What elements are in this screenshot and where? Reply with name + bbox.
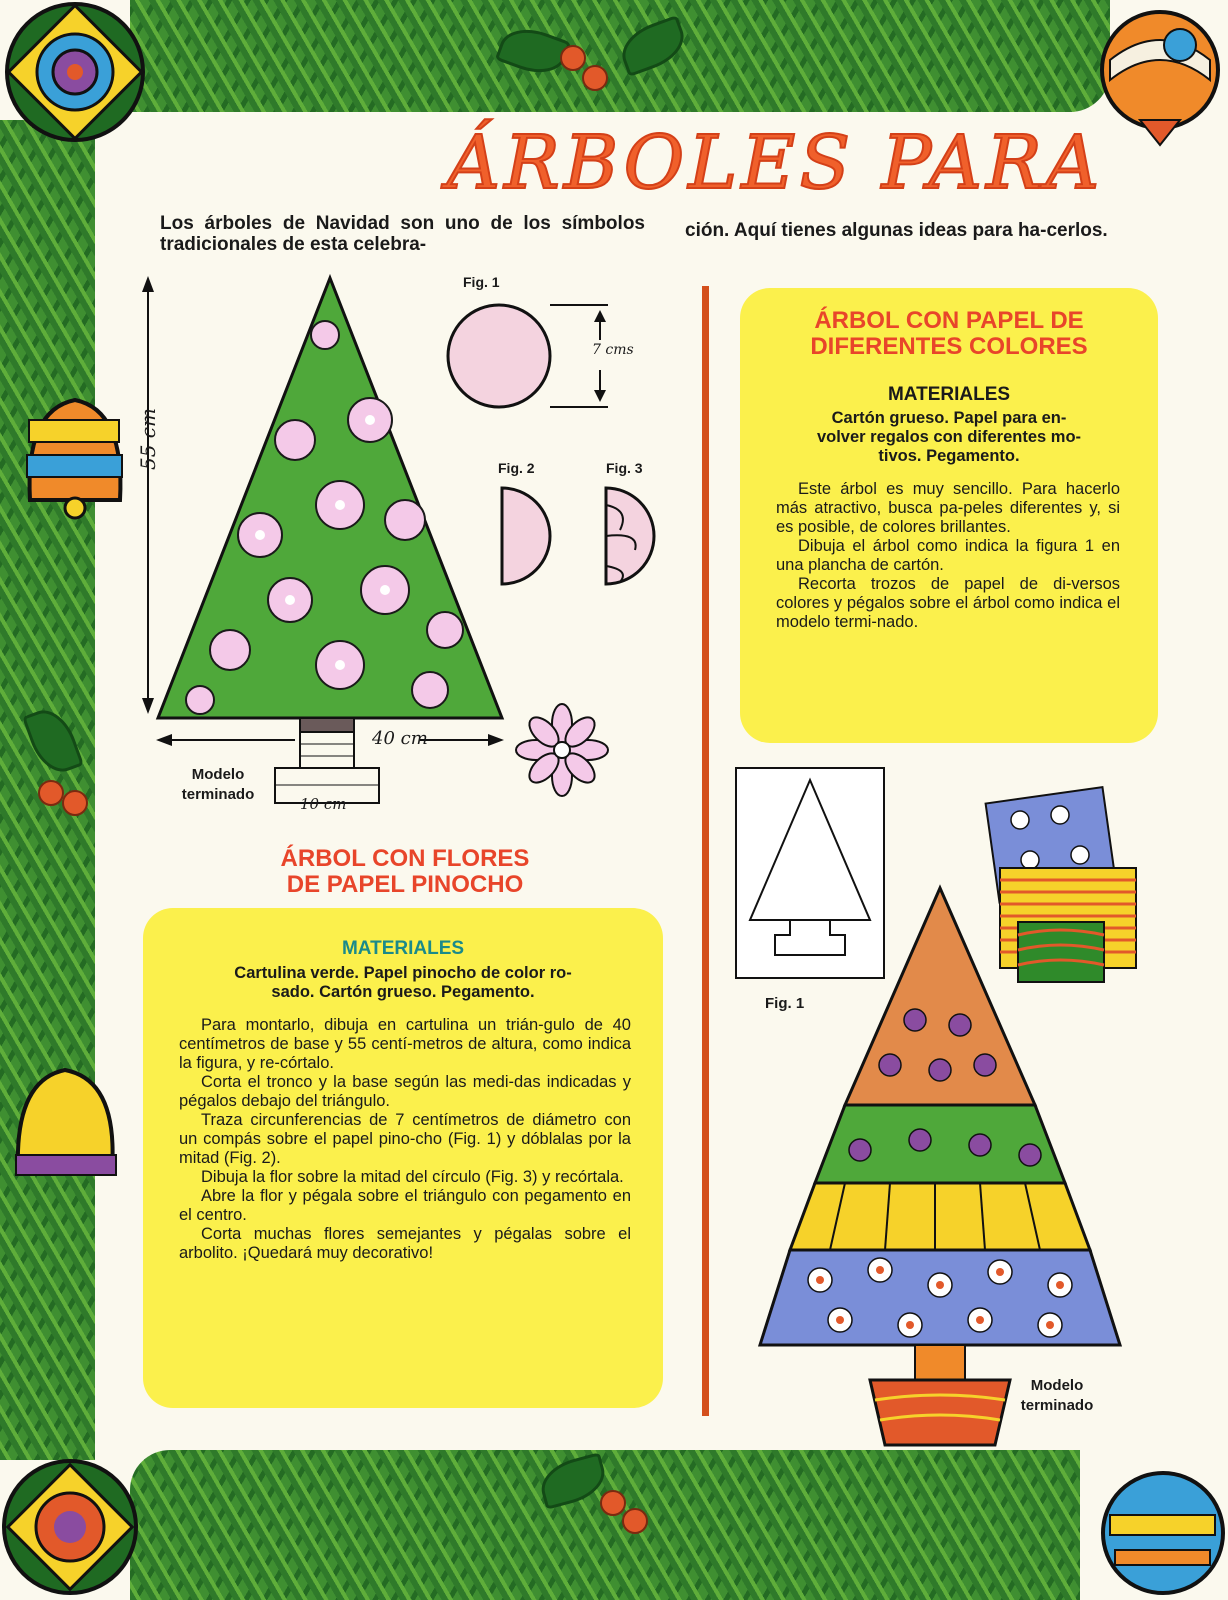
fig1-label: Fig. 1: [463, 274, 500, 290]
width-label: 40 cm: [372, 728, 428, 749]
column-divider: [702, 286, 709, 1416]
section2-title-line2: DIFERENTES COLORES: [810, 333, 1088, 360]
section2-materials-title: MATERIALES: [887, 384, 1011, 405]
model-label-right-2: terminado: [1020, 1397, 1094, 1414]
section1-materials-line2: sado. Cartón grueso. Pegamento.: [271, 983, 535, 1001]
bell-ornament-lower-icon: [0, 1060, 135, 1190]
holly-berry-icon: [62, 790, 88, 816]
ball-ornament-bottom-right-icon: [1085, 1455, 1228, 1600]
garland-bottom-border: [130, 1450, 1080, 1600]
page-title: ÁRBOLES PARA: [446, 120, 1104, 206]
section2-materials-line1: Cartón grueso. Papel para en-: [831, 409, 1067, 427]
paper-tree-diagram: [730, 760, 1170, 1450]
model-label-left-1: Modelo: [191, 766, 245, 783]
intro-text-col1: Los árboles de Navidad son uno de los símbolos tradicionales de esta celebra-: [160, 213, 645, 255]
fig2-label: Fig. 2: [498, 460, 535, 476]
intro-text-col2: ción. Aquí tienes algunas ideas para ha-cerlos.: [685, 220, 1108, 241]
section2-materials-line3: tivos. Pegamento.: [878, 447, 1020, 465]
holly-berry-icon: [582, 65, 608, 91]
section1-paragraph: Abre la flor y pégala sobre el triángulo con pegamento en el centro.: [179, 1187, 631, 1224]
fig1-label-right: Fig. 1: [765, 995, 805, 1012]
section1-materials-title: MATERIALES: [341, 938, 465, 959]
section1-paragraph: Para montarlo, dibuja en cartulina un trián-gulo de 40 centímetros de base y 55 centí-metros de altura, como indica la figura, y re-córtalo.: [179, 1016, 631, 1072]
garland-top-border: [130, 0, 1110, 112]
section1-paragraph: Traza circunferencias de 7 centímetros de diámetro con un compás sobre el papel pino-cho (Fig. 1) y dóblalas por la mitad (Fig. 2).: [179, 1111, 631, 1167]
diameter-label: 7 cms: [592, 342, 634, 358]
bell-ornament-upper-icon: [5, 370, 140, 520]
section2-title-line1: ÁRBOL CON PAPEL DE: [814, 307, 1084, 334]
section2-paragraph: Dibuja el árbol como indica la figura 1 en una plancha de cartón.: [776, 537, 1120, 574]
holly-berry-icon: [38, 780, 64, 806]
holly-berry-icon: [622, 1508, 648, 1534]
section2-paragraph: Este árbol es muy sencillo. Para hacerlo más atractivo, busca pa-peles diferentes y, si es posible, de colores brillantes.: [776, 480, 1120, 536]
section2-materials-line2: volver regalos con diferentes mo-: [816, 428, 1082, 446]
section1-paragraph: Corta muchas flores semejantes y pégalas sobre el arbolito. ¡Quedará muy decorativo!: [179, 1225, 631, 1262]
section2-body: [776, 480, 1120, 632]
section1-title-line1: ÁRBOL CON FLORES: [280, 845, 530, 872]
section2-paragraph: Recorta trozos de papel de di-versos colores y pégalos sobre el árbol como indica el modelo termi-nado.: [776, 575, 1120, 631]
model-label-right-1: Modelo: [1030, 1377, 1084, 1394]
section2-box: [740, 288, 1158, 743]
star-ornament-bottom-left-icon: [0, 1445, 150, 1600]
fig3-label: Fig. 3: [606, 460, 643, 476]
section1-paragraph: Corta el tronco y la base según las medi-das indicadas y pégalos debajo del triángulo.: [179, 1073, 631, 1110]
section2-materials: [760, 409, 1138, 466]
section1-body: [179, 1016, 631, 1263]
model-label-left-2: terminado: [181, 786, 255, 803]
base-label: 10 cm: [300, 795, 347, 813]
section1-materials-line1: Cartulina verde. Papel pinocho de color ro-: [234, 964, 572, 982]
height-label: 55 cm: [136, 408, 160, 470]
star-ornament-top-left-icon: [0, 0, 150, 150]
holly-berry-icon: [600, 1490, 626, 1516]
section1-title-line2: DE PAPEL PINOCHO: [286, 871, 524, 898]
holly-berry-icon: [560, 45, 586, 71]
section1-box: [143, 908, 663, 1408]
section1-materials: [163, 964, 643, 1002]
section1-paragraph: Dibuja la flor sobre la mitad del círculo (Fig. 3) y recórtala.: [201, 1168, 624, 1186]
